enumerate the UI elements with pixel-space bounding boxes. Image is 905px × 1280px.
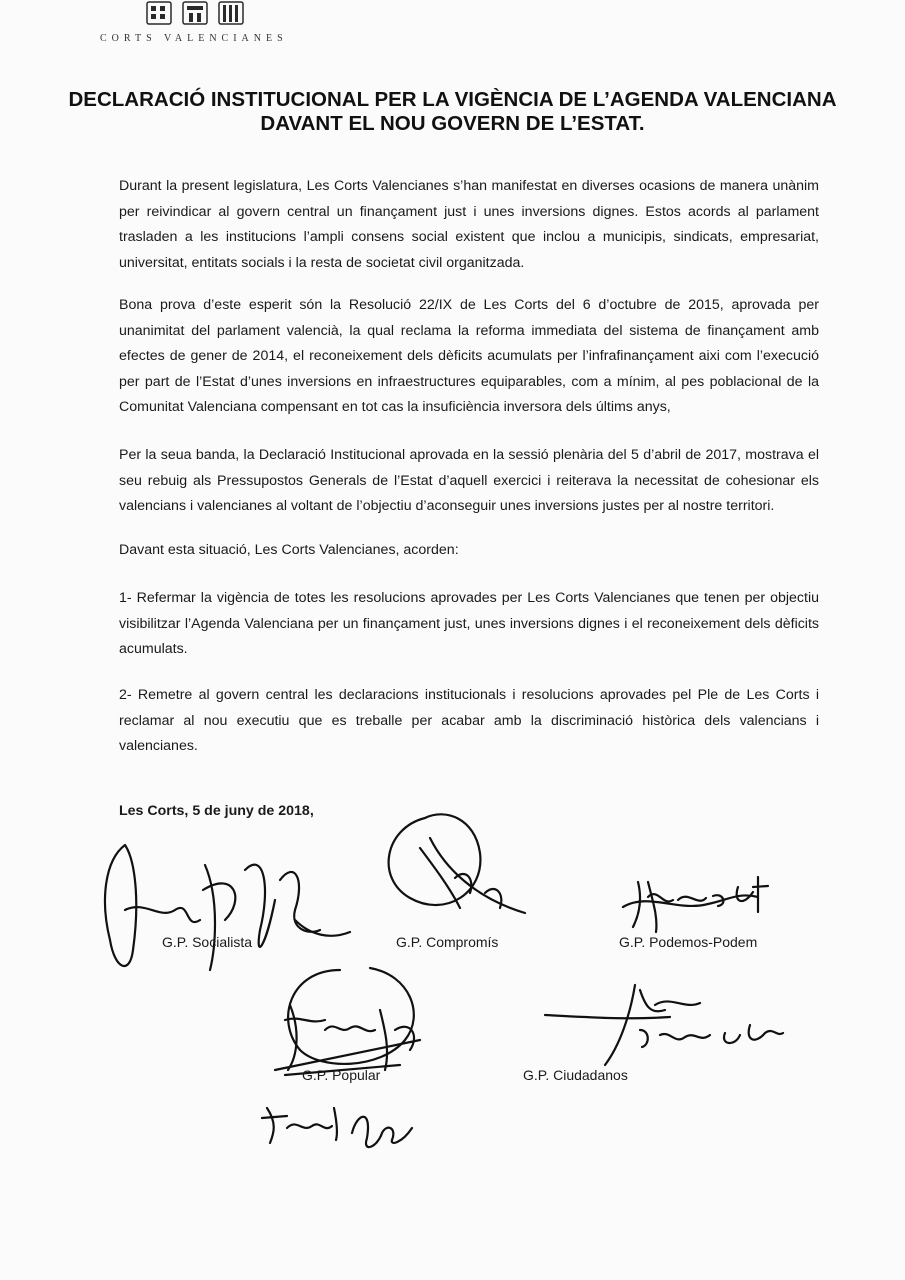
paragraph-3: Per la seua banda, la Declaració Institucional aprovada en la sessió plenària del 5 d’abril de 2017, mostrava el seu rebuig als Pressupostos Generals de l’Estat d’aquell exercici i reiterava la necessitat de cohesionar els valencians i valencianes al voltant de l’objectiu d’aconseguir unes inversions justes per al nostre territori. bbox=[119, 447, 819, 514]
signatory-ciudadanos: G.P. Ciudadanos bbox=[523, 1067, 628, 1083]
date-line: Les Corts, 5 de juny de 2018, bbox=[119, 803, 314, 819]
title-line-2: DAVANT EL NOU GOVERN DE L’ESTAT. bbox=[260, 112, 645, 135]
paragraph-4: Davant esta situació, Les Corts Valencianes, acorden: bbox=[119, 542, 459, 558]
resolution-point-1: 1- Refermar la vigència de totes les resolucions aprovades per Les Corts Valencianes que tenen per objectiu visibilitzar l’Agenda Valenciana per un finançament just, unes inversions dignes i el reconeixement dels dèficits acumulats. bbox=[119, 590, 819, 657]
signature-socialista bbox=[95, 840, 355, 980]
signatory-compromis: G.P. Compromís bbox=[396, 934, 499, 950]
signature-ciudadanos bbox=[545, 975, 785, 1070]
signatory-popular: G.P. Popular bbox=[302, 1067, 381, 1083]
paragraph-1: Durant la present legislatura, Les Corts Valencianes s’han manifestat en diverses ocasions de manera unànim per reivindicar al govern central un finançament just i unes inversions dignes. Estos acords al parlament trasladen a les institucions l’ampli consens social existent que inclou a municipis, sindicats, empresariat, universitat, entitats socials i la resta de societat civil organitzada. bbox=[119, 178, 819, 271]
signature-podemos bbox=[618, 862, 778, 932]
paragraph-2: Bona prova d’este esperit són la Resolució 22/IX de Les Corts del 6 d’octubre de 2015, aprovada per unanimitat del parlament valencià, la qual reclama la reforma immediata del sistema de finançament amb efectes de gener de 2014, el reconeixement dels dèficits acumulats per l’infrafinançament aixi com l’execució per part de l’Estat d’unes inversions en infraestructures equiparables, com a mínim, al pes poblacional de la Comunitat Valenciana compensant en tot cas la insuficiència inversora dels últims anys, bbox=[119, 297, 819, 415]
corts-emblem-icon bbox=[145, 0, 245, 28]
title-line-1: DECLARACIÓ INSTITUCIONAL PER LA VIGÈNCIA DE L’AGENDA VALENCIANA bbox=[68, 88, 837, 111]
organization-name: CORTS VALENCIANES bbox=[100, 33, 288, 44]
document-title bbox=[60, 88, 845, 136]
resolution-point-2: 2- Remetre al govern central les declaracions institucionals i resolucions aprovades pel Ple de Les Corts i reclamar al nou executiu que es treballe per acabar amb la discriminació històrica dels valencians i valencianes. bbox=[119, 687, 819, 754]
handwritten-name-popular bbox=[262, 1098, 422, 1153]
signatory-socialista: G.P. Socialista bbox=[162, 934, 253, 950]
signature-compromis bbox=[375, 808, 535, 928]
signatory-podemos: G.P. Podemos-Podem bbox=[619, 934, 758, 950]
